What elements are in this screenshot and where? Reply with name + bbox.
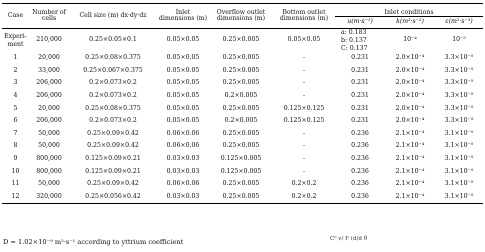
cell-case: 10 bbox=[11, 167, 20, 175]
cell-inlet: 0.06×0.06 bbox=[166, 129, 200, 137]
cell-u: 0.236 bbox=[351, 142, 369, 150]
col-header-k: k(m²·s⁻²) bbox=[385, 17, 435, 29]
cell-cell-size: 0.25×0.09×0.42 bbox=[87, 180, 139, 188]
cell-bottom: - bbox=[302, 142, 306, 150]
cell-cell-size: 0.25×0.09×0.42 bbox=[87, 142, 139, 150]
cell-cells: 50,000 bbox=[38, 129, 60, 137]
cell-overflow: 0.25×0.005 bbox=[222, 142, 260, 150]
cell-case: 5 bbox=[13, 104, 18, 112]
cell-cells: 50,000 bbox=[38, 180, 60, 188]
data-table-container bbox=[2, 3, 483, 204]
cell-bottom: - bbox=[302, 167, 306, 175]
cell-epsilon: 3.1×10⁻⁵ bbox=[444, 129, 474, 137]
cell-bottom: - bbox=[302, 79, 306, 87]
cell-epsilon: 3.1×10⁻⁵ bbox=[444, 180, 474, 188]
cell-inlet: 0.05×0.05 bbox=[166, 92, 200, 100]
cell-cell-size: 0.25×0.08×0.375 bbox=[85, 54, 141, 62]
cell-k: 2.0×10⁻⁴ bbox=[395, 79, 425, 87]
cell-u: 0.231 bbox=[351, 92, 369, 100]
cell-u: 0.231 bbox=[351, 79, 369, 87]
cell-case: 9 bbox=[13, 155, 18, 163]
table-row bbox=[2, 103, 483, 116]
cell-k: 2.1×10⁻⁴ bbox=[395, 180, 425, 188]
cell-case: 8 bbox=[13, 142, 18, 150]
table-row bbox=[2, 115, 483, 128]
cell-epsilon: 3.1×10⁻⁵ bbox=[444, 142, 474, 150]
cell-k: 2.0×10⁻⁴ bbox=[395, 117, 425, 125]
cell-k: 2.0×10⁻⁴ bbox=[395, 92, 425, 100]
u-value-a: a: 0.183 bbox=[341, 29, 367, 36]
cell-inlet: 0.03×0.03 bbox=[157, 191, 209, 204]
cell-u: 0.236 bbox=[351, 167, 369, 175]
u-value-b: b: 0.137 bbox=[341, 36, 367, 44]
cell-bottom: - bbox=[302, 92, 306, 100]
cell-cells: 206,000 bbox=[36, 117, 62, 125]
cell-case: 1 bbox=[13, 54, 18, 62]
cell-inlet: 0.05×0.05 bbox=[166, 117, 200, 125]
cell-cell-size: 0.2×0.073×0.2 bbox=[89, 92, 137, 100]
cell-u: 0.236 bbox=[351, 155, 369, 163]
cell-cell-size: 0.25×0.067×0.375 bbox=[83, 66, 143, 74]
cell-cells: 206,000 bbox=[36, 92, 62, 100]
cell-overflow: 0.25×0.005 bbox=[222, 104, 260, 112]
cell-inlet: 0.05×0.05 bbox=[166, 54, 200, 62]
cell-epsilon: 3.1×10⁻⁵ bbox=[444, 167, 474, 175]
cell-k: 10⁻⁴ bbox=[403, 36, 417, 44]
cell-bottom: 0.2×0.2 bbox=[273, 191, 335, 204]
cell-k: 2.1×10⁻⁴ bbox=[395, 129, 425, 137]
table-row bbox=[2, 52, 483, 65]
cell-overflow: 0.25×0.005 bbox=[222, 36, 260, 44]
table-row bbox=[2, 178, 483, 191]
cell-epsilon: 3.3×10⁻⁵ bbox=[444, 104, 474, 112]
cell-epsilon: 10⁻⁵ bbox=[452, 36, 466, 44]
cell-k: 2.1×10⁻⁴ bbox=[385, 191, 435, 204]
col-header-bottom-dimensions: Bottom outlet dimensions (m) bbox=[273, 4, 335, 29]
cell-inlet: 0.05×0.05 bbox=[166, 36, 200, 44]
cell-k: 2.1×10⁻⁴ bbox=[395, 167, 425, 175]
cell-case: 12 bbox=[2, 191, 29, 204]
cell-bottom: - bbox=[302, 66, 306, 74]
cell-overflow: 0.2×0.005 bbox=[224, 117, 258, 125]
cell-u-experiment bbox=[335, 29, 385, 53]
col-header-u: u(m·s⁻¹) bbox=[335, 17, 385, 29]
simulation-cases-table bbox=[2, 3, 483, 204]
cell-bottom: 0.125×0.125 bbox=[283, 104, 325, 112]
cell-epsilon: 3.3×10⁻⁵ bbox=[444, 117, 474, 125]
cell-u: 0.236 bbox=[351, 129, 369, 137]
cell-cell-size: 0.125×0.09×0.21 bbox=[85, 167, 141, 175]
cell-epsilon: 3.3×10⁻⁵ bbox=[444, 54, 474, 62]
cell-overflow: 0.25×0.005 bbox=[209, 191, 273, 204]
cell-cell-size: 0.2×0.073×0.2 bbox=[89, 79, 137, 87]
cell-case: Experi-ment bbox=[4, 33, 27, 48]
cell-cells: 210,000 bbox=[36, 36, 62, 44]
cell-overflow: 0.125×0.005 bbox=[220, 167, 262, 175]
table-row bbox=[2, 140, 483, 153]
cell-u: 0.231 bbox=[351, 104, 369, 112]
cell-overflow: 0.125×0.005 bbox=[220, 155, 262, 163]
cell-cell-size: 0.25×0.08×0.375 bbox=[85, 104, 141, 112]
cell-cells: 206,000 bbox=[36, 79, 62, 87]
table-row-experiment bbox=[2, 29, 483, 53]
cell-inlet: 0.05×0.05 bbox=[166, 66, 200, 74]
table-row bbox=[2, 153, 483, 166]
cell-cell-size: 0.2×0.073×0.2 bbox=[89, 117, 137, 125]
cell-overflow: 0.25×0.005 bbox=[222, 129, 260, 137]
cell-cells: 800,000 bbox=[36, 155, 62, 163]
cell-cell-size: 0.25×0.056×0.42 bbox=[69, 191, 157, 204]
cell-case: 7 bbox=[13, 129, 18, 137]
cell-epsilon: 3.1×10⁻⁵ bbox=[444, 155, 474, 163]
cell-overflow: 0.25×0.005 bbox=[222, 54, 260, 62]
cell-inlet: 0.05×0.05 bbox=[166, 79, 200, 87]
cell-inlet: 0.03×0.03 bbox=[166, 155, 200, 163]
cell-bottom: - bbox=[302, 129, 306, 137]
cell-cells: 20,000 bbox=[38, 104, 60, 112]
cell-cells: 50,000 bbox=[38, 142, 60, 150]
table-row bbox=[2, 77, 483, 90]
cell-inlet: 0.06×0.06 bbox=[166, 142, 200, 150]
col-header-cells: Number of cells bbox=[29, 4, 69, 29]
cell-u: 0.236 bbox=[351, 180, 369, 188]
table-header bbox=[2, 4, 483, 29]
cell-u: 0.231 bbox=[351, 66, 369, 74]
cell-case: 11 bbox=[11, 180, 20, 188]
cell-k: 2.0×10⁻⁴ bbox=[395, 54, 425, 62]
col-header-epsilon: ε(m²·s⁻³) bbox=[435, 17, 483, 29]
col-header-inlet-dimensions: Inlet dimensions (m) bbox=[157, 4, 209, 29]
cell-cells: 33,000 bbox=[38, 66, 60, 74]
cell-cells: 20,000 bbox=[38, 54, 60, 62]
cell-cells: 320,000 bbox=[29, 191, 69, 204]
footnote-diffusion-coefficient: D = 1.02×10⁻⁹ m²·s⁻¹ according to yttrium coefficient bbox=[3, 238, 184, 246]
table-row bbox=[2, 65, 483, 78]
cell-epsilon: 3.3×10⁻⁵ bbox=[444, 79, 474, 87]
u-value-c: C: 0.137 bbox=[341, 44, 368, 52]
cell-case: 6 bbox=[13, 117, 18, 125]
cell-cell-size: 0.25×0.09×0.42 bbox=[87, 129, 139, 137]
cell-u: 0.231 bbox=[351, 117, 369, 125]
cell-k: 2.1×10⁻⁴ bbox=[395, 142, 425, 150]
cell-case: 2 bbox=[13, 66, 18, 74]
cell-bottom: 0.125×0.125 bbox=[283, 117, 325, 125]
cell-epsilon: 3.3×10⁻⁵ bbox=[444, 92, 474, 100]
cell-cells: 800,000 bbox=[36, 167, 62, 175]
cell-cell-size: 0.125×0.09×0.21 bbox=[85, 155, 141, 163]
cell-case: 3 bbox=[13, 79, 18, 87]
cell-bottom: 0.05×0.05 bbox=[287, 36, 321, 44]
cell-inlet: 0.06×0.06 bbox=[166, 180, 200, 188]
cell-k: 2.0×10⁻⁴ bbox=[395, 66, 425, 74]
footnote-formula-fragment: C⁰ v/ F (d/d θ bbox=[330, 236, 368, 242]
table-row bbox=[2, 90, 483, 103]
col-header-overflow-dimensions: Overflow outlet dimensions (m) bbox=[209, 4, 273, 29]
table-row bbox=[2, 128, 483, 141]
col-header-cell-size: Cell size (m) dx·dy·dz bbox=[69, 4, 157, 29]
cell-cell-size: 0.25×0.05×0.1 bbox=[89, 36, 137, 44]
cell-u: 0.236 bbox=[335, 191, 385, 204]
cell-k: 2.0×10⁻⁴ bbox=[395, 104, 425, 112]
table-body bbox=[2, 29, 483, 204]
col-header-inlet-conditions: Inlet conditions bbox=[335, 4, 483, 17]
cell-overflow: 0.2×0.005 bbox=[224, 92, 258, 100]
col-header-case: Case bbox=[2, 4, 29, 29]
cell-overflow: 0.25×0.005 bbox=[222, 79, 260, 87]
cell-bottom: - bbox=[302, 54, 306, 62]
cell-epsilon: 3.3×10⁻⁵ bbox=[444, 66, 474, 74]
cell-k: 2.1×10⁻⁴ bbox=[395, 155, 425, 163]
cell-inlet: 0.03×0.03 bbox=[166, 167, 200, 175]
table-row bbox=[2, 191, 483, 204]
cell-case: 4 bbox=[13, 92, 18, 100]
table-row bbox=[2, 166, 483, 179]
cell-overflow: 0.25×0.005 bbox=[222, 180, 260, 188]
cell-inlet: 0.05×0.05 bbox=[166, 104, 200, 112]
cell-overflow: 0.25×0.005 bbox=[222, 66, 260, 74]
cell-epsilon: 3.1×10⁻⁵ bbox=[435, 191, 483, 204]
cell-u: 0.231 bbox=[351, 54, 369, 62]
cell-bottom: - bbox=[302, 155, 306, 163]
cell-bottom: 0.2×0.2 bbox=[291, 180, 317, 188]
